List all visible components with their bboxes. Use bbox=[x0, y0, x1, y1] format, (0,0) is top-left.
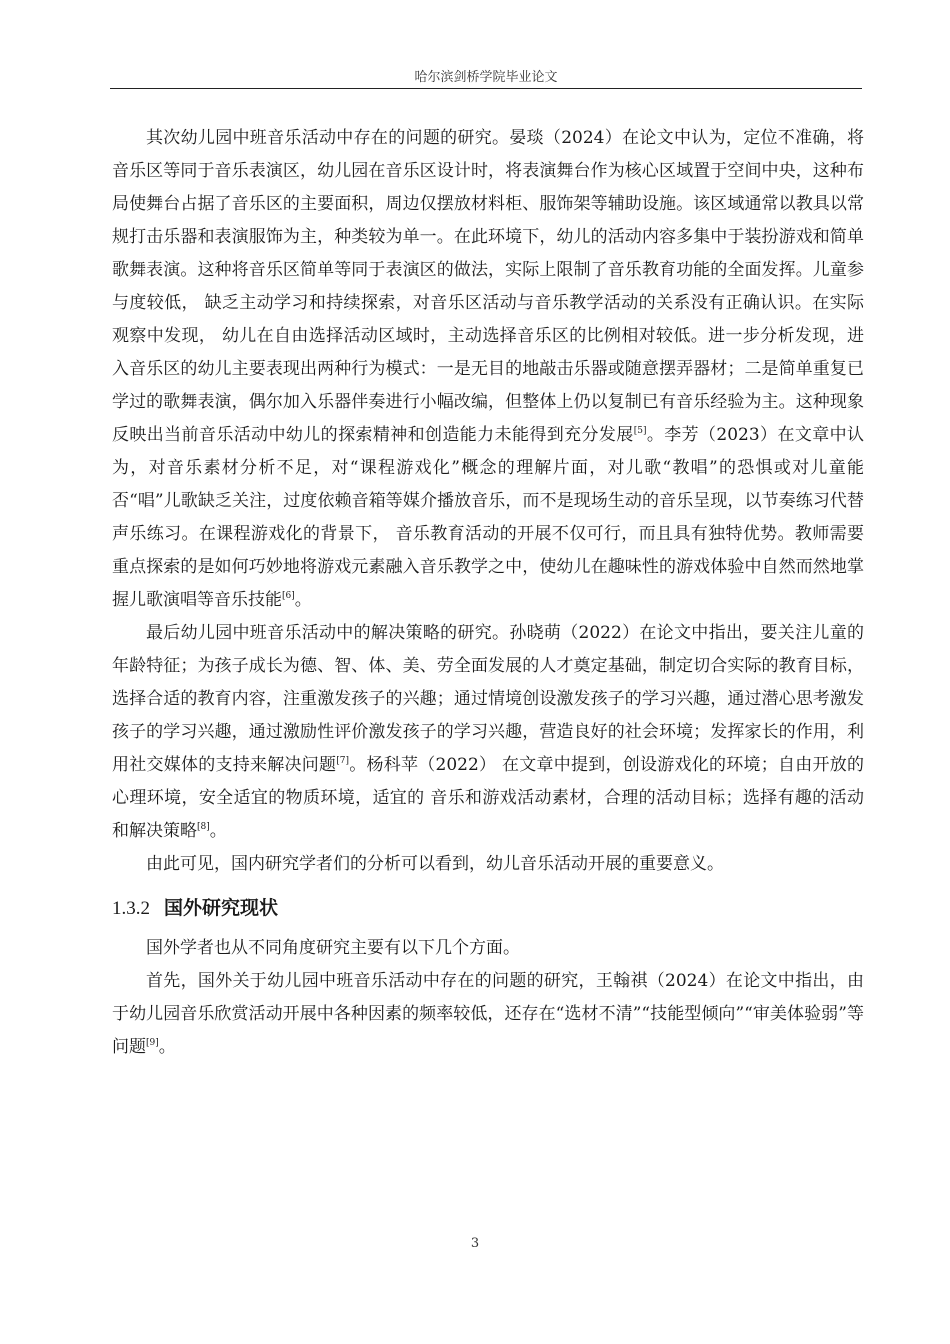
paragraph-text: 。 bbox=[209, 821, 227, 841]
paragraph-foreign-intro bbox=[112, 932, 864, 965]
citation-ref[interactable]: [5] bbox=[633, 426, 647, 436]
paragraph-text: 。杨科苹（2022） 在文章中提到，创设游戏化的环境；自由开放的心理环境，安全适宜的物质环境，适宜的 音乐和游戏活动素材，合理的活动目标；选择有趣的活动和解决策略 bbox=[112, 755, 865, 841]
paragraph-summary bbox=[112, 848, 864, 881]
citation-ref[interactable]: [6] bbox=[282, 591, 295, 601]
paragraph-text: 由此可见，国内研究学者们的分析可以看到，幼儿音乐活动开展的重要意义。 bbox=[146, 854, 724, 874]
paragraph-strategies-domestic bbox=[112, 617, 864, 848]
section-heading bbox=[112, 889, 864, 928]
paragraph-text: 。 bbox=[294, 590, 312, 610]
paragraph-text: 国外学者也从不同角度研究主要有以下几个方面。 bbox=[146, 938, 520, 958]
citation-ref[interactable]: [9] bbox=[146, 1038, 159, 1048]
paragraph-problems-domestic bbox=[112, 122, 864, 617]
running-header: 哈尔滨剑桥学院毕业论文 bbox=[414, 70, 558, 85]
header-divider bbox=[110, 88, 862, 89]
page-number: 3 bbox=[470, 1236, 480, 1251]
paragraph-text: 其次幼儿园中班音乐活动中存在的问题的研究。晏琰（2024）在论文中认为，定位不准确，将音乐区等同于音乐表演区，幼儿园在音乐区设计时，将表演舞台作为核心区域置于空间中央，这种布局使舞台占据了音乐区的主要面积，周边仅摆放材料柜、服饰架等辅助设施。该区域通常以教具以常规打击乐器和表演服饰为主，种类较为单一。在此环境下，幼儿的活动内容多集中于装扮游戏和简单歌舞表演。这种将音乐区简单等同于表演区的做法，实际上限制了音乐教育功能的全面发挥。儿童参与度较低， 缺乏主动学习和持续探索，对音乐区活动与音乐教学活动的关系没有正确认识。在实际观察中发现， 幼儿在自由选择活动区域时，主动选择音乐区的比例相对较低。进一步分析发现，进入音乐区的幼儿主要表现出两种行为模式：一是无目的地敲击乐器或随意摆弄器材；二是简单重复已学过的歌舞表演，偶尔加入乐器伴奏进行小幅改编，但整体上仍以复制已有音乐经验为主。这种现象反映出当前音乐活动中幼儿的探索精神和创造能力未能得到充分发展 bbox=[112, 128, 864, 445]
document-body bbox=[112, 122, 864, 1064]
citation-ref[interactable]: [7] bbox=[336, 756, 350, 766]
paragraph-foreign-problems bbox=[112, 965, 864, 1064]
section-number: 1.3.2 bbox=[112, 898, 150, 919]
paragraph-text: 最后幼儿园中班音乐活动中的解决策略的研究。孙晓萌（2022）在论文中指出，要关注儿童的年龄特征；为孩子成长为德、智、体、美、劳全面发展的人才奠定基础，制定切合实际的教育目标，选择合适的教育内容，注重激发孩子的兴趣；通过情境创设激发孩子的学习兴趣，通过潜心思考激发孩子的学习兴趣，通过激励性评价激发孩子的学习兴趣，营造良好的社会环境；发挥家长的作用，利用社交媒体的支持来解决问题 bbox=[112, 623, 864, 775]
paragraph-text: 首先，国外关于幼儿园中班音乐活动中存在的问题的研究，王翰祺（2024）在论文中指出，由于幼儿园音乐欣赏活动开展中各种因素的频率较低，还存在“选材不清”“技能型倾向”“审美体验弱”等问题 bbox=[112, 971, 864, 1057]
citation-ref[interactable]: [8] bbox=[197, 822, 210, 832]
paragraph-text: 。李芳（2023）在文章中认为，对音乐素材分析不足，对“课程游戏化”概念的理解片面，对儿歌“教唱”的恐惧或对儿童能否“唱”儿歌缺乏关注，过度依赖音箱等媒介播放音乐，而不是现场生动的音乐呈现，以节奏练习代替声乐练习。在课程游戏化的背景下， 音乐教育活动的开展不仅可行，而且具有独特优势。教师需要重点探索的是如何巧妙地将游戏元素融入音乐教学之中，使幼儿在趣味性的游戏体验中自然而然地掌握儿歌演唱等音乐技能 bbox=[112, 425, 865, 610]
section-title: 国外研究现状 bbox=[164, 897, 279, 919]
paragraph-text: 。 bbox=[158, 1037, 176, 1057]
